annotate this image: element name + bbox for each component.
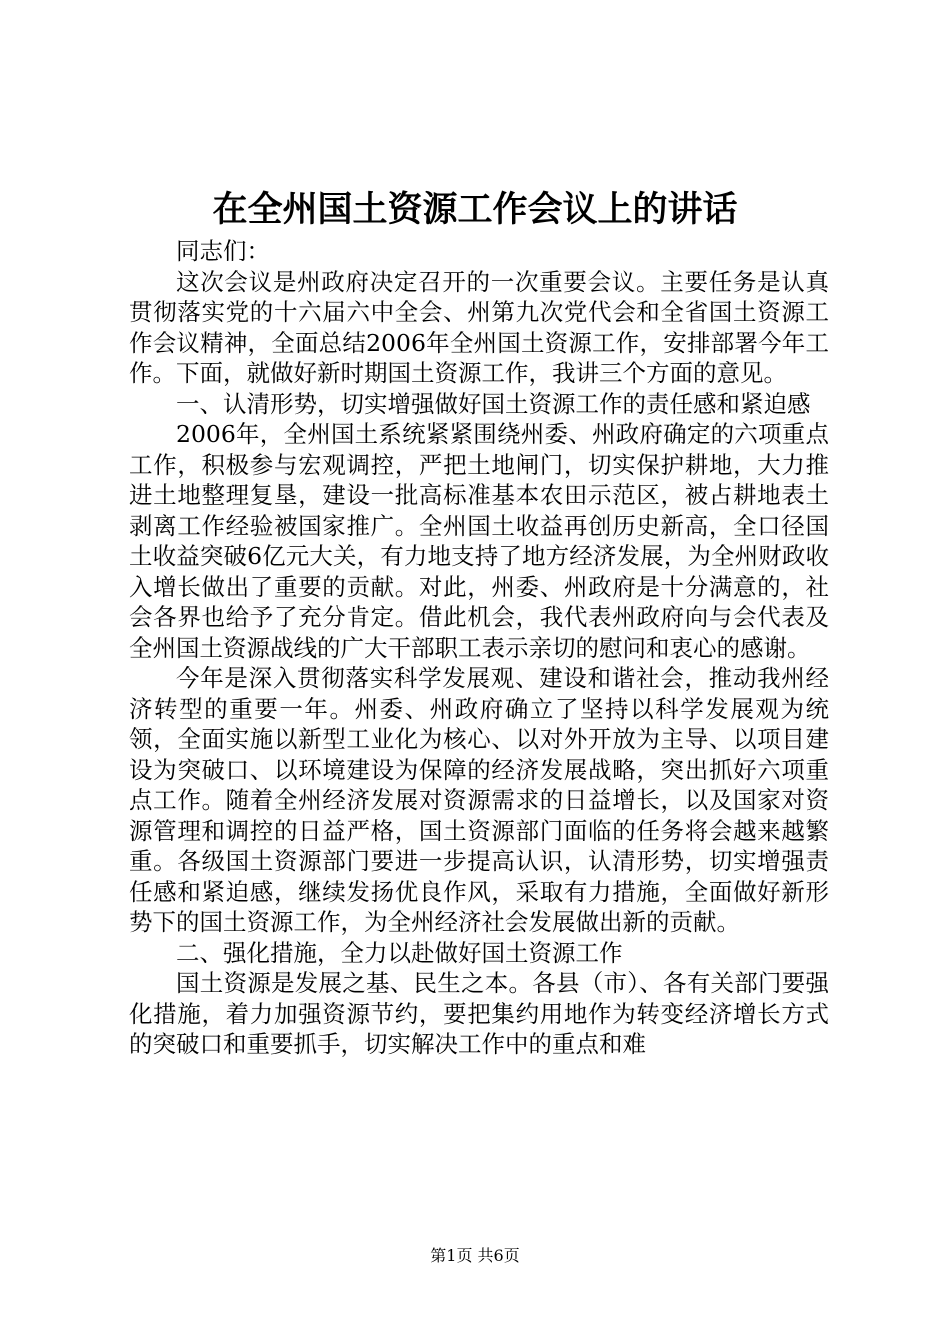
- page-number-footer: 第1页 共6页: [430, 1246, 520, 1265]
- document-body: [129, 236, 829, 1060]
- section-heading-1: 一、认清形势，切实增强做好国土资源工作的责任感和紧迫感: [176, 389, 811, 418]
- intro-paragraph: 这次会议是州政府决定召开的一次重要会议。主要任务是认真贯彻落实党的十六届六中全会、州第九次党代会和全省国土资源工作会议精神，全面总结2006年全州国土资源工作，安排部署今年工作。下面，就做好新时期国土资源工作，我讲三个方面的意见。: [129, 267, 829, 387]
- body-paragraph: 今年是深入贯彻落实科学发展观、建设和谐社会，推动我州经济转型的重要一年。州委、州政府确立了坚持以科学发展观为统领，全面实施以新型工业化为核心、以对外开放为主导、以项目建设为突破口、以环境建设为保障的经济发展战略，突出抓好六项重点工作。随着全州经济发展对资源需求的日益增长，以及国家对资源管理和调控的日益严格，国土资源部门面临的任务将会越来越繁重。各级国土资源部门要进一步提高认识，认清形势，切实增强责任感和紧迫感，继续发扬优良作风，采取有力措施，全面做好新形势下的国土资源工作，为全州经济社会发展做出新的贡献。: [129, 664, 829, 936]
- body-paragraph: 国土资源是发展之基、民生之本。各县（市）、各有关部门要强化措施，着力加强资源节约，要把集约用地作为转变经济增长方式的突破口和重要抓手，切实解决工作中的重点和难: [129, 969, 829, 1058]
- body-paragraph: 2006年，全州国土系统紧紧围绕州委、州政府确定的六项重点工作，积极参与宏观调控，严把土地闸门，切实保护耕地，大力推进土地整理复垦，建设一批高标准基本农田示范区，被占耕地表土剥离工作经验被国家推广。全州国土收益再创历史新高，全口径国土收益突破6亿元大关，有力地支持了地方经济发展，为全州财政收入增长做出了重要的贡献。对此，州委、州政府是十分满意的，社会各界也给予了充分肯定。借此机会，我代表州政府向与会代表及全州国土资源战线的广大干部职工表示亲切的慰问和衷心的感谢。: [129, 420, 829, 662]
- section-heading-2: 二、强化措施，全力以赴做好国土资源工作: [176, 938, 623, 967]
- salutation-paragraph: 同志们：: [176, 237, 270, 265]
- document-title: 在全州国土资源工作会议上的讲话: [212, 189, 738, 230]
